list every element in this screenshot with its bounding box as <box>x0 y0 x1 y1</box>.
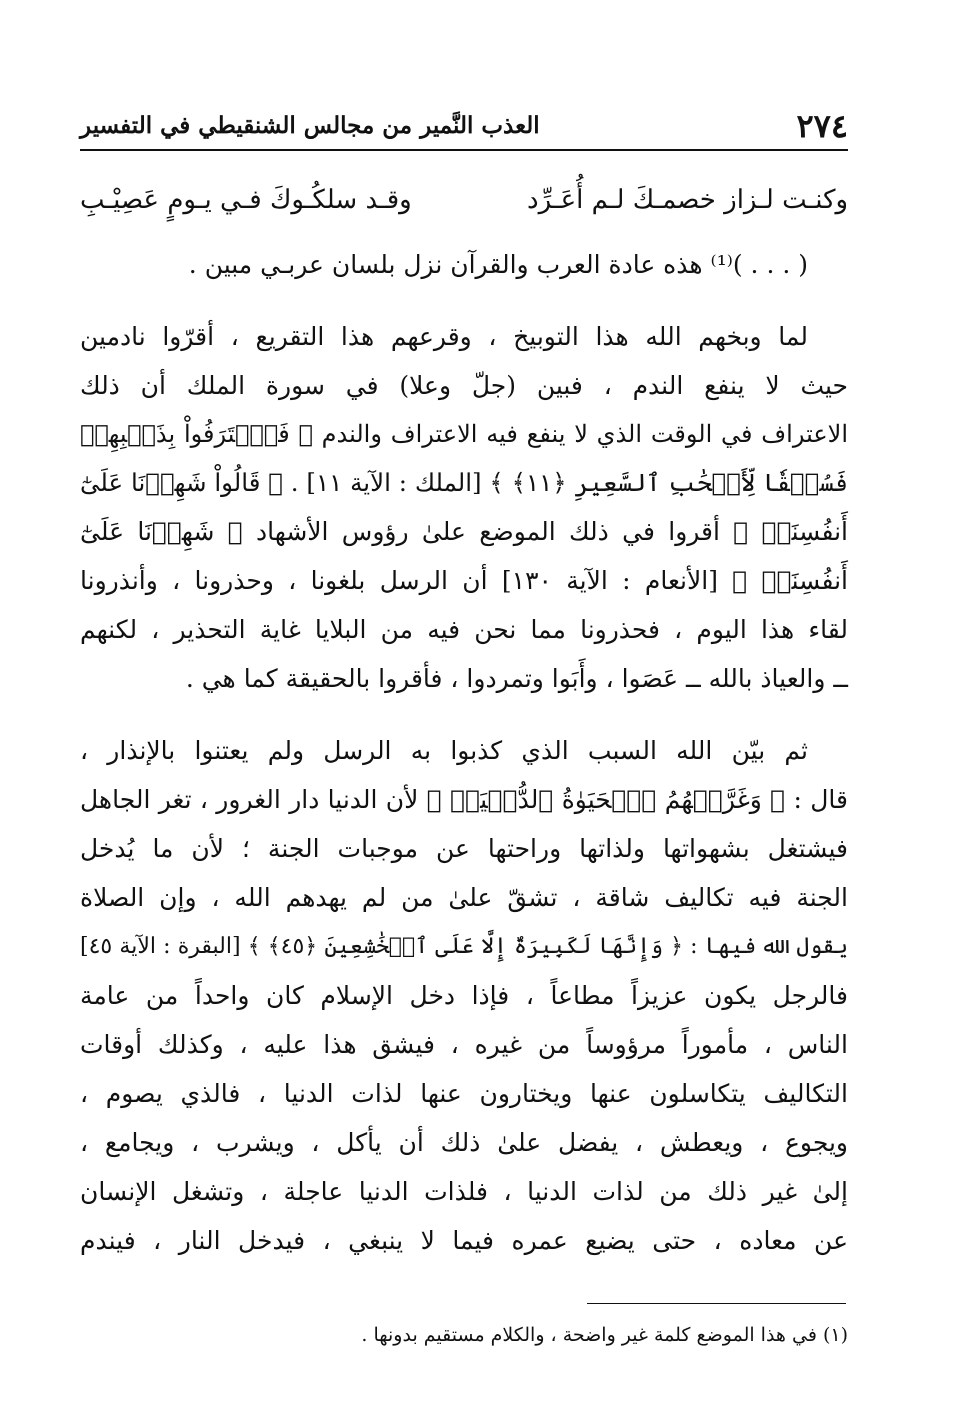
text-line: ( . . . )⁽¹⁾ هذه عادة العرب والقرآن نزل بلسان عربـي مبين . <box>188 250 808 279</box>
text-line: ويجوع ، ويعطش ، يفضل علىٰ ذلك أن يأكل ، ويشرب ، ويجامع ، <box>80 1128 848 1157</box>
poetry-verse <box>80 175 848 225</box>
text-line: حيث لا ينفع الندم ، فبين (جلّ وعلا) في سورة الملك أن ذلك <box>80 371 848 400</box>
text-line: لما وبخهم الله هذا التوبيخ ، وقرعهم هذا التقريع ، أقرّوا نادمين <box>80 322 808 351</box>
text-line: فَسُحۡقٗا لِّأَصۡحَٰبِ ٱلسَّعِيرِ ﴿١١﴾ ﴾ [الملك : الآية ١١] . ﴿ قَالُواْ شَهِدۡنَا عَلَىٰٓ <box>80 468 848 497</box>
text-line: الجنة فيه تكاليف شاقة ، تشقّ علىٰ من لم يهدهم الله ، وإن الصلاة <box>80 883 848 912</box>
footnote: (١) في هذا الموضع كلمة غير واضحة ، والكلام مستقيم بدونها . <box>361 1324 848 1346</box>
page-number: ٢٧٤ <box>796 107 848 145</box>
text-line: الناس ، مأموراً مرؤوساً من غيره ، فيشق هذا عليه ، وكذلك أوقات <box>80 1030 848 1059</box>
footnote-rule <box>587 1303 846 1304</box>
verse-second-hemistich: وقـد سلكُـوكَ فـي يـومٍ عَصِيْـبِ <box>80 185 412 215</box>
text-line: ثم بيّن الله السبب الذي كذبوا به الرسل ولم يعتنوا بالإنذار ، <box>80 736 808 765</box>
running-title: العذب النَّمير من مجالس الشنقيطي في التفسير <box>80 112 540 139</box>
text-line: قال : ﴿ وَغَرَّتۡهُمُ ٱلۡحَيَوٰةُ ٱلدُّنۡيَاۚ ﴾ لأن الدنيا دار الغرور ، تغر الجاهل <box>80 785 848 814</box>
text-line: عن معاده ، حتى يضيع عمره فيما لا ينبغي ، فيدخل النار ، فيندم <box>80 1226 848 1255</box>
text-line: الاعتراف في الوقت الذي لا ينفع فيه الاعتراف والندم ﴿ فَٱعۡتَرَفُواْ بِذَنۢبِهِمۡ <box>80 420 848 448</box>
text-line: التكاليف يتكاسلون عنها ويختارون عنها لذات الدنيا ، فالذي يصوم ، <box>80 1079 848 1108</box>
text-line: أَنفُسِنَاۖ ﴾ [الأنعام : الآية ١٣٠] أن الرسل بلغونا ، وحذرونا ، وأنذرونا <box>80 566 848 595</box>
text-line: أَنفُسِنَاۖ ﴾ أقروا في ذلك الموضع علىٰ رؤوس الأشهاد ﴿ شَهِدۡنَا عَلَىٰٓ <box>80 517 848 546</box>
text-line: لقاء هذا اليوم ، فحذرونا مما نحن فيه من البلايا غاية التحذير ، لكنهم <box>80 615 848 644</box>
text-line: فيشتغل بشهواتها ولذاتها وراحتها عن موجبات الجنة ؛ لأن ما يُدخل <box>80 834 848 863</box>
header-rule <box>80 149 848 151</box>
page-header <box>80 104 848 144</box>
verse-first-hemistich: وكنـت لـزاز خصمـكَ لـم أُعَـرِّد <box>527 185 848 215</box>
text-line: إلىٰ غير ذلك من لذات الدنيا ، فلذات الدنيا عاجلة ، وتشغل الإنسان <box>80 1177 848 1206</box>
text-line: فالرجل يكون عزيزاً مطاعاً ، فإذا دخل الإسلام كان واحداً من عامة <box>80 981 848 1010</box>
text-line: يقول الله فيها : ﴿ وَإِنَّهَا لَكَبِيرَةٌ إِلَّا عَلَى ٱلۡخَٰشِعِينَ ﴿٤٥﴾ ﴾ [البقرة : الآية ٤٥] <box>80 934 848 959</box>
text-line: ــ والعياذ بالله ــ عَصَوا ، وأَبَوا وتمردوا ، فأقروا بالحقيقة كما هي . <box>185 664 848 693</box>
